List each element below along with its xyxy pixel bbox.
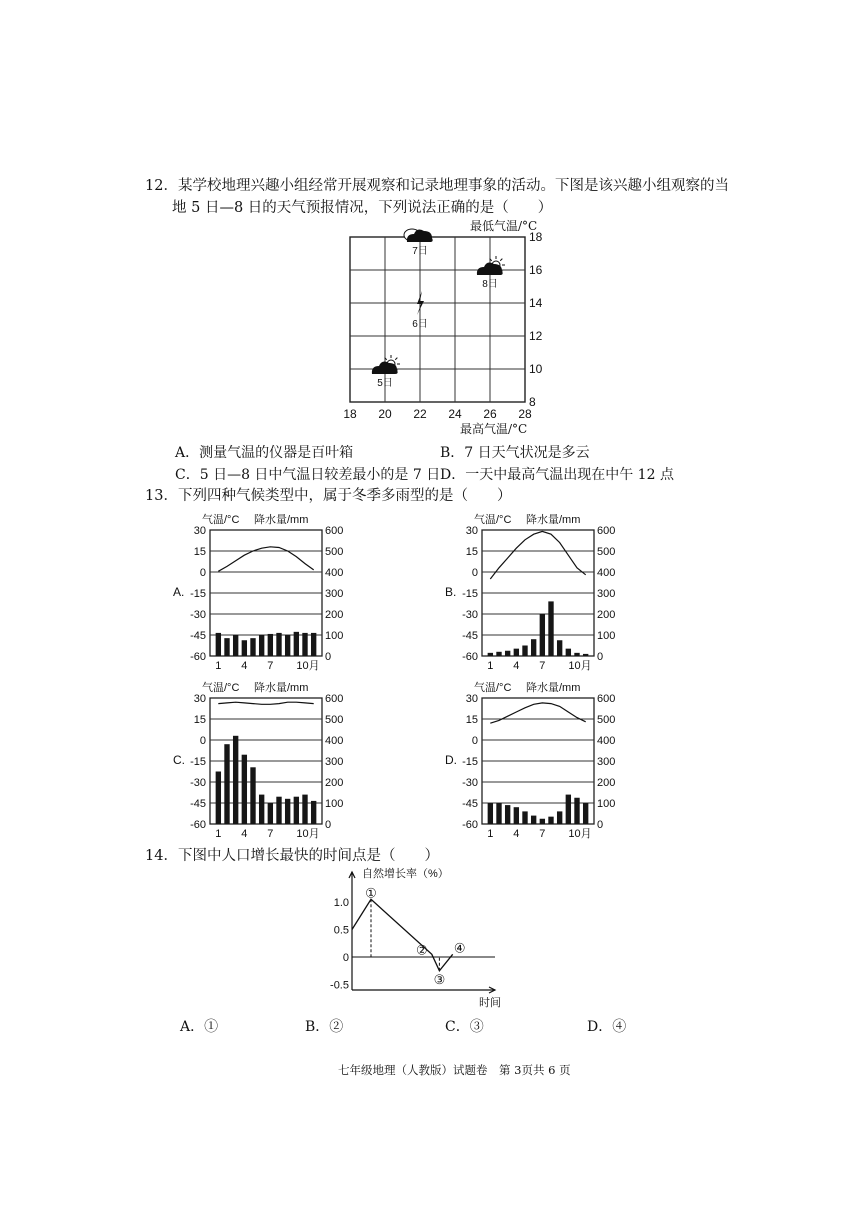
q12-y-tick: 12: [529, 329, 543, 343]
temp-axis-label: 气温/°C: [202, 682, 240, 694]
temp-tick: -60: [190, 819, 206, 831]
precip-tick: 0: [325, 651, 332, 663]
q12-tick-labels: [343, 230, 542, 421]
precip-tick: 0: [597, 651, 604, 663]
q14-x-axis-label: 时间: [479, 997, 501, 1009]
precip-bar: [216, 633, 221, 656]
month-tick: 1: [487, 828, 494, 840]
q14-option-a[interactable]: A．①: [180, 1019, 219, 1035]
q14-growth-chart: [320, 862, 520, 1012]
temp-tick: -60: [462, 819, 478, 831]
precip-bar: [566, 795, 571, 824]
precip-bar: [548, 817, 553, 824]
q12-day-label: 8日: [482, 279, 498, 290]
precip-tick: 300: [597, 588, 616, 600]
precip-bar: [276, 797, 281, 824]
q14-option-b[interactable]: B．②: [305, 1019, 344, 1035]
chart-letter: C.: [173, 753, 185, 767]
point-marker-label: ④: [453, 940, 466, 956]
temp-tick: 0: [199, 735, 206, 747]
precip-bar: [259, 635, 264, 656]
temp-tick: -30: [190, 609, 206, 621]
climate-chart-c: [173, 680, 343, 840]
temp-tick: -30: [190, 777, 206, 789]
precip-bar: [488, 653, 493, 656]
precip-tick: 500: [325, 714, 344, 726]
precip-bar: [505, 651, 510, 656]
month-tick: 1: [215, 660, 222, 672]
q14-y-tick: -0.5: [330, 979, 349, 992]
temp-tick: 0: [471, 735, 478, 747]
q12-x-tick: 18: [343, 407, 357, 421]
sun-ray: [500, 259, 502, 261]
precip-bar: [224, 744, 229, 824]
point-marker-label: ①: [365, 885, 377, 901]
precip-bar: [268, 803, 273, 824]
temp-tick: 30: [465, 525, 478, 537]
q13-climate-charts: [160, 505, 620, 850]
precip-bar: [548, 601, 553, 656]
precip-tick: 200: [325, 609, 344, 621]
climate-chart-d: [445, 680, 615, 840]
precip-tick: 500: [597, 714, 616, 726]
month-tick: 10月: [568, 660, 592, 672]
precip-bar: [302, 633, 307, 656]
precip-axis-label: 降水量/mm: [526, 514, 581, 526]
point-marker-label: ③: [433, 971, 446, 987]
q14-y-tick: 0: [342, 952, 349, 964]
q12-x-axis-label: 最高气温/°C: [460, 422, 528, 436]
cloudy-icon: [404, 229, 433, 242]
temperature-curve: [490, 703, 585, 723]
q12-y-tick: 18: [529, 230, 543, 244]
precip-tick: 300: [325, 756, 344, 768]
temp-tick: -15: [190, 588, 206, 600]
precip-tick: 100: [597, 630, 616, 642]
q12-x-tick: 24: [448, 407, 462, 421]
temperature-curve: [218, 547, 313, 572]
temp-tick: 15: [193, 546, 206, 558]
month-tick: 7: [539, 660, 546, 672]
climate-chart-a: [173, 512, 343, 672]
precip-tick: 0: [325, 819, 332, 831]
q12-day-label: 7日: [412, 246, 428, 257]
q14-stem: 14．下图中人口增长最快的时间点是（ ）: [145, 848, 439, 864]
precip-tick: 600: [325, 693, 344, 705]
q12-y-axis-label: 最低气温/°C: [470, 219, 538, 233]
precip-bar: [242, 640, 247, 656]
q14-y-axis-label: 自然增长率（%）: [362, 868, 449, 880]
partly-sunny-icon: [477, 256, 505, 275]
temp-tick: 15: [465, 714, 478, 726]
precip-bar: [311, 801, 316, 824]
precip-tick: 400: [325, 567, 344, 579]
q12-day-label: 5日: [377, 378, 393, 389]
q12-option-a[interactable]: A．测量气温的仪器是百叶箱: [175, 445, 354, 461]
precip-bar: [311, 633, 316, 656]
q12-x-tick: 20: [378, 407, 392, 421]
temp-tick: -45: [462, 630, 478, 642]
q13-stem: 13．下列四种气候类型中，属于冬季多雨型的是（ ）: [145, 488, 512, 504]
precip-tick: 600: [597, 525, 616, 537]
chart-letter: D.: [445, 753, 457, 767]
q12-option-b[interactable]: B．7 日天气状况是多云: [440, 445, 590, 461]
precip-bar: [531, 816, 536, 824]
precip-tick: 100: [325, 798, 344, 810]
precip-bar: [557, 640, 562, 656]
chart-letter: A.: [173, 585, 185, 599]
q12-x-tick: 22: [413, 407, 427, 421]
precip-bar: [557, 811, 562, 824]
q12-stem-line1: 12．某学校地理兴趣小组经常开展观察和记录地理事象的活动。下图是该兴趣小组观察的当: [145, 178, 729, 194]
precip-tick: 200: [597, 609, 616, 621]
precip-bar: [224, 638, 229, 656]
month-tick: 1: [215, 828, 222, 840]
precip-bar: [540, 819, 545, 824]
q12-stem-line2: 地 5 日—8 日的天气预报情况，下列说法正确的是（ ）: [172, 200, 553, 216]
precip-bar: [496, 652, 501, 656]
precip-bar: [488, 803, 493, 824]
chart-letter: B.: [445, 585, 457, 599]
q12-y-tick: 8: [529, 395, 536, 409]
cloud-shape: [372, 362, 398, 374]
precip-tick: 400: [325, 735, 344, 747]
q12-weather-chart: [335, 225, 550, 425]
precip-bar: [276, 633, 281, 656]
q12-option-c[interactable]: C．5 日—8 日中气温日较差最小的是 7 日: [175, 467, 441, 483]
q14-y-tick: 1.0: [333, 897, 349, 909]
q12-y-tick: 16: [529, 263, 543, 277]
temp-tick: 30: [193, 525, 206, 537]
temp-axis-label: 气温/°C: [474, 682, 512, 694]
temp-tick: -30: [462, 609, 478, 621]
precip-axis-label: 降水量/mm: [526, 682, 581, 694]
temp-tick: 0: [471, 567, 478, 579]
q12-day-label: 6日: [412, 319, 428, 330]
month-tick: 7: [267, 828, 274, 840]
precip-bar: [574, 798, 579, 824]
q12-x-tick: 28: [518, 407, 532, 421]
month-tick: 10月: [568, 828, 592, 840]
precip-bar: [583, 654, 588, 656]
growth-rate-line: [352, 899, 453, 971]
month-tick: 7: [267, 660, 274, 672]
month-tick: 4: [241, 828, 248, 840]
point-marker-label: ②: [415, 942, 428, 958]
precip-bar: [216, 772, 221, 825]
precip-bar: [531, 639, 536, 656]
temp-tick: 15: [193, 714, 206, 726]
precip-bar: [259, 795, 264, 824]
temp-tick: -45: [190, 630, 206, 642]
precip-axis-label: 降水量/mm: [254, 514, 309, 526]
partly-sunny-icon: [372, 355, 400, 374]
precip-bar: [566, 649, 571, 656]
precip-bar: [505, 805, 510, 824]
precip-bar: [250, 767, 255, 824]
precip-tick: 200: [597, 777, 616, 789]
precip-axis-label: 降水量/mm: [254, 682, 309, 694]
climate-chart-b: [445, 512, 615, 672]
q12-x-tick: 26: [483, 407, 497, 421]
precip-tick: 500: [325, 546, 344, 558]
temp-tick: -30: [462, 777, 478, 789]
temp-tick: -15: [462, 588, 478, 600]
temp-tick: 0: [199, 567, 206, 579]
month-tick: 4: [241, 660, 248, 672]
precip-tick: 300: [597, 756, 616, 768]
sun-ray: [395, 358, 397, 360]
temp-tick: -45: [190, 798, 206, 810]
temp-axis-label: 气温/°C: [202, 514, 240, 526]
q12-y-tick: 10: [529, 362, 543, 376]
q14-y-tick: 0.5: [333, 924, 349, 937]
precip-bar: [268, 634, 273, 656]
precip-tick: 100: [597, 798, 616, 810]
precip-bar: [496, 803, 501, 824]
month-tick: 4: [513, 828, 520, 840]
page-footer: 七年级地理（人教版）试题卷 第 3页共 6 页: [338, 1063, 571, 1077]
month-tick: 10月: [296, 660, 320, 672]
temp-tick: 30: [193, 693, 206, 705]
precip-bar: [514, 649, 519, 656]
precip-bar: [294, 632, 299, 656]
precip-bar: [294, 797, 299, 824]
temp-tick: 15: [465, 546, 478, 558]
precip-bar: [302, 795, 307, 824]
precip-tick: 100: [325, 630, 344, 642]
temp-axis-label: 气温/°C: [474, 514, 512, 526]
temp-tick: -45: [462, 798, 478, 810]
month-tick: 1: [487, 660, 494, 672]
cloud-shape: [477, 263, 503, 275]
precip-bar: [250, 638, 255, 656]
precip-tick: 300: [325, 588, 344, 600]
precip-tick: 500: [597, 546, 616, 558]
precip-bar: [522, 811, 527, 824]
temp-tick: -15: [462, 756, 478, 768]
temp-tick: 30: [465, 693, 478, 705]
q12-option-d[interactable]: D．一天中最高气温出现在中午 12 点: [440, 467, 674, 483]
temp-tick: -15: [190, 756, 206, 768]
precip-bar: [540, 614, 545, 656]
precip-bar: [514, 807, 519, 824]
month-tick: 7: [539, 828, 546, 840]
precip-tick: 200: [325, 777, 344, 789]
precip-bar: [285, 635, 290, 656]
q14-option-d[interactable]: D．④: [587, 1019, 627, 1035]
precip-tick: 400: [597, 567, 616, 579]
precip-bar: [583, 803, 588, 824]
temp-tick: -60: [190, 651, 206, 663]
temperature-curve: [218, 702, 313, 704]
precip-tick: 600: [325, 525, 344, 537]
precip-bar: [233, 736, 238, 824]
precip-bar: [242, 755, 247, 824]
temp-tick: -60: [462, 651, 478, 663]
precip-bar: [233, 635, 238, 656]
precip-tick: 400: [597, 735, 616, 747]
precip-bar: [574, 653, 579, 656]
month-tick: 4: [513, 660, 520, 672]
q12-weather-icons: [372, 229, 505, 389]
precip-tick: 0: [597, 819, 604, 831]
q14-option-c[interactable]: C．③: [445, 1019, 484, 1035]
q12-y-tick: 14: [529, 296, 543, 310]
month-tick: 10月: [296, 828, 320, 840]
precip-tick: 600: [597, 693, 616, 705]
precip-bar: [522, 646, 527, 657]
precip-bar: [285, 799, 290, 824]
